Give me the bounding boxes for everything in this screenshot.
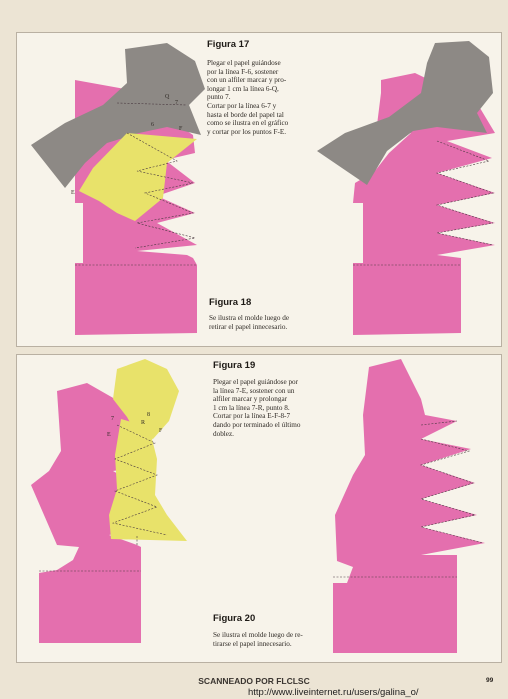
point-label-8: 8: [147, 412, 150, 418]
figure-17-title: Figura 17: [207, 39, 250, 50]
fig19-yellow-fold: [109, 419, 187, 541]
figure-20-caption: Se ilustra el molde luego de re- tirarse el papel innecesario.: [213, 631, 303, 648]
figure-17-instructions: Plegar el papel guiándose por la línea F-6, sostener con un alfiler marcar y pro- longar 1 cm la línea 6-Q, punto 7. Cortar por la línea 6-7 y hasta el borde del papel tal como se ilustra en el gráfico y cortar por los puntos F-E.: [207, 59, 289, 136]
point-label-f: F: [159, 428, 163, 434]
figure-19-title: Figura 19: [213, 360, 256, 371]
point-label-q: Q: [165, 94, 170, 100]
figure-17-18-panel: [16, 32, 502, 347]
point-label-e: E: [71, 190, 75, 196]
scan-credit: SCANNEADO POR FLCLSC: [198, 676, 310, 686]
point-label-r: R: [141, 420, 146, 426]
point-label-f: F: [179, 126, 183, 132]
fig20-pink-pattern: [333, 359, 485, 653]
point-label-7: 7: [111, 416, 114, 422]
figure-18-title: Figura 18: [209, 297, 252, 308]
figure-19-instructions: Plegar el papel guiándose por la línea 7-E, sostener con un alfiler marcar y prolongar 1 cm la línea 7-R, punto 8. Cortar por la línea E-F-8-7 dando por terminado el último doblez.: [213, 378, 301, 438]
figure-19-20-panel: [16, 354, 502, 663]
source-url[interactable]: http://www.liveinternet.ru/users/galina_o/: [248, 687, 419, 698]
point-label-e: E: [107, 432, 111, 438]
point-label-7: 7: [175, 100, 178, 106]
page-number: 99: [486, 677, 494, 684]
figure-18-caption: Se ilustra el molde luego de retirar el papel innecesario.: [209, 314, 290, 331]
figure-20-title: Figura 20: [213, 613, 256, 624]
point-label-6: 6: [151, 122, 154, 128]
